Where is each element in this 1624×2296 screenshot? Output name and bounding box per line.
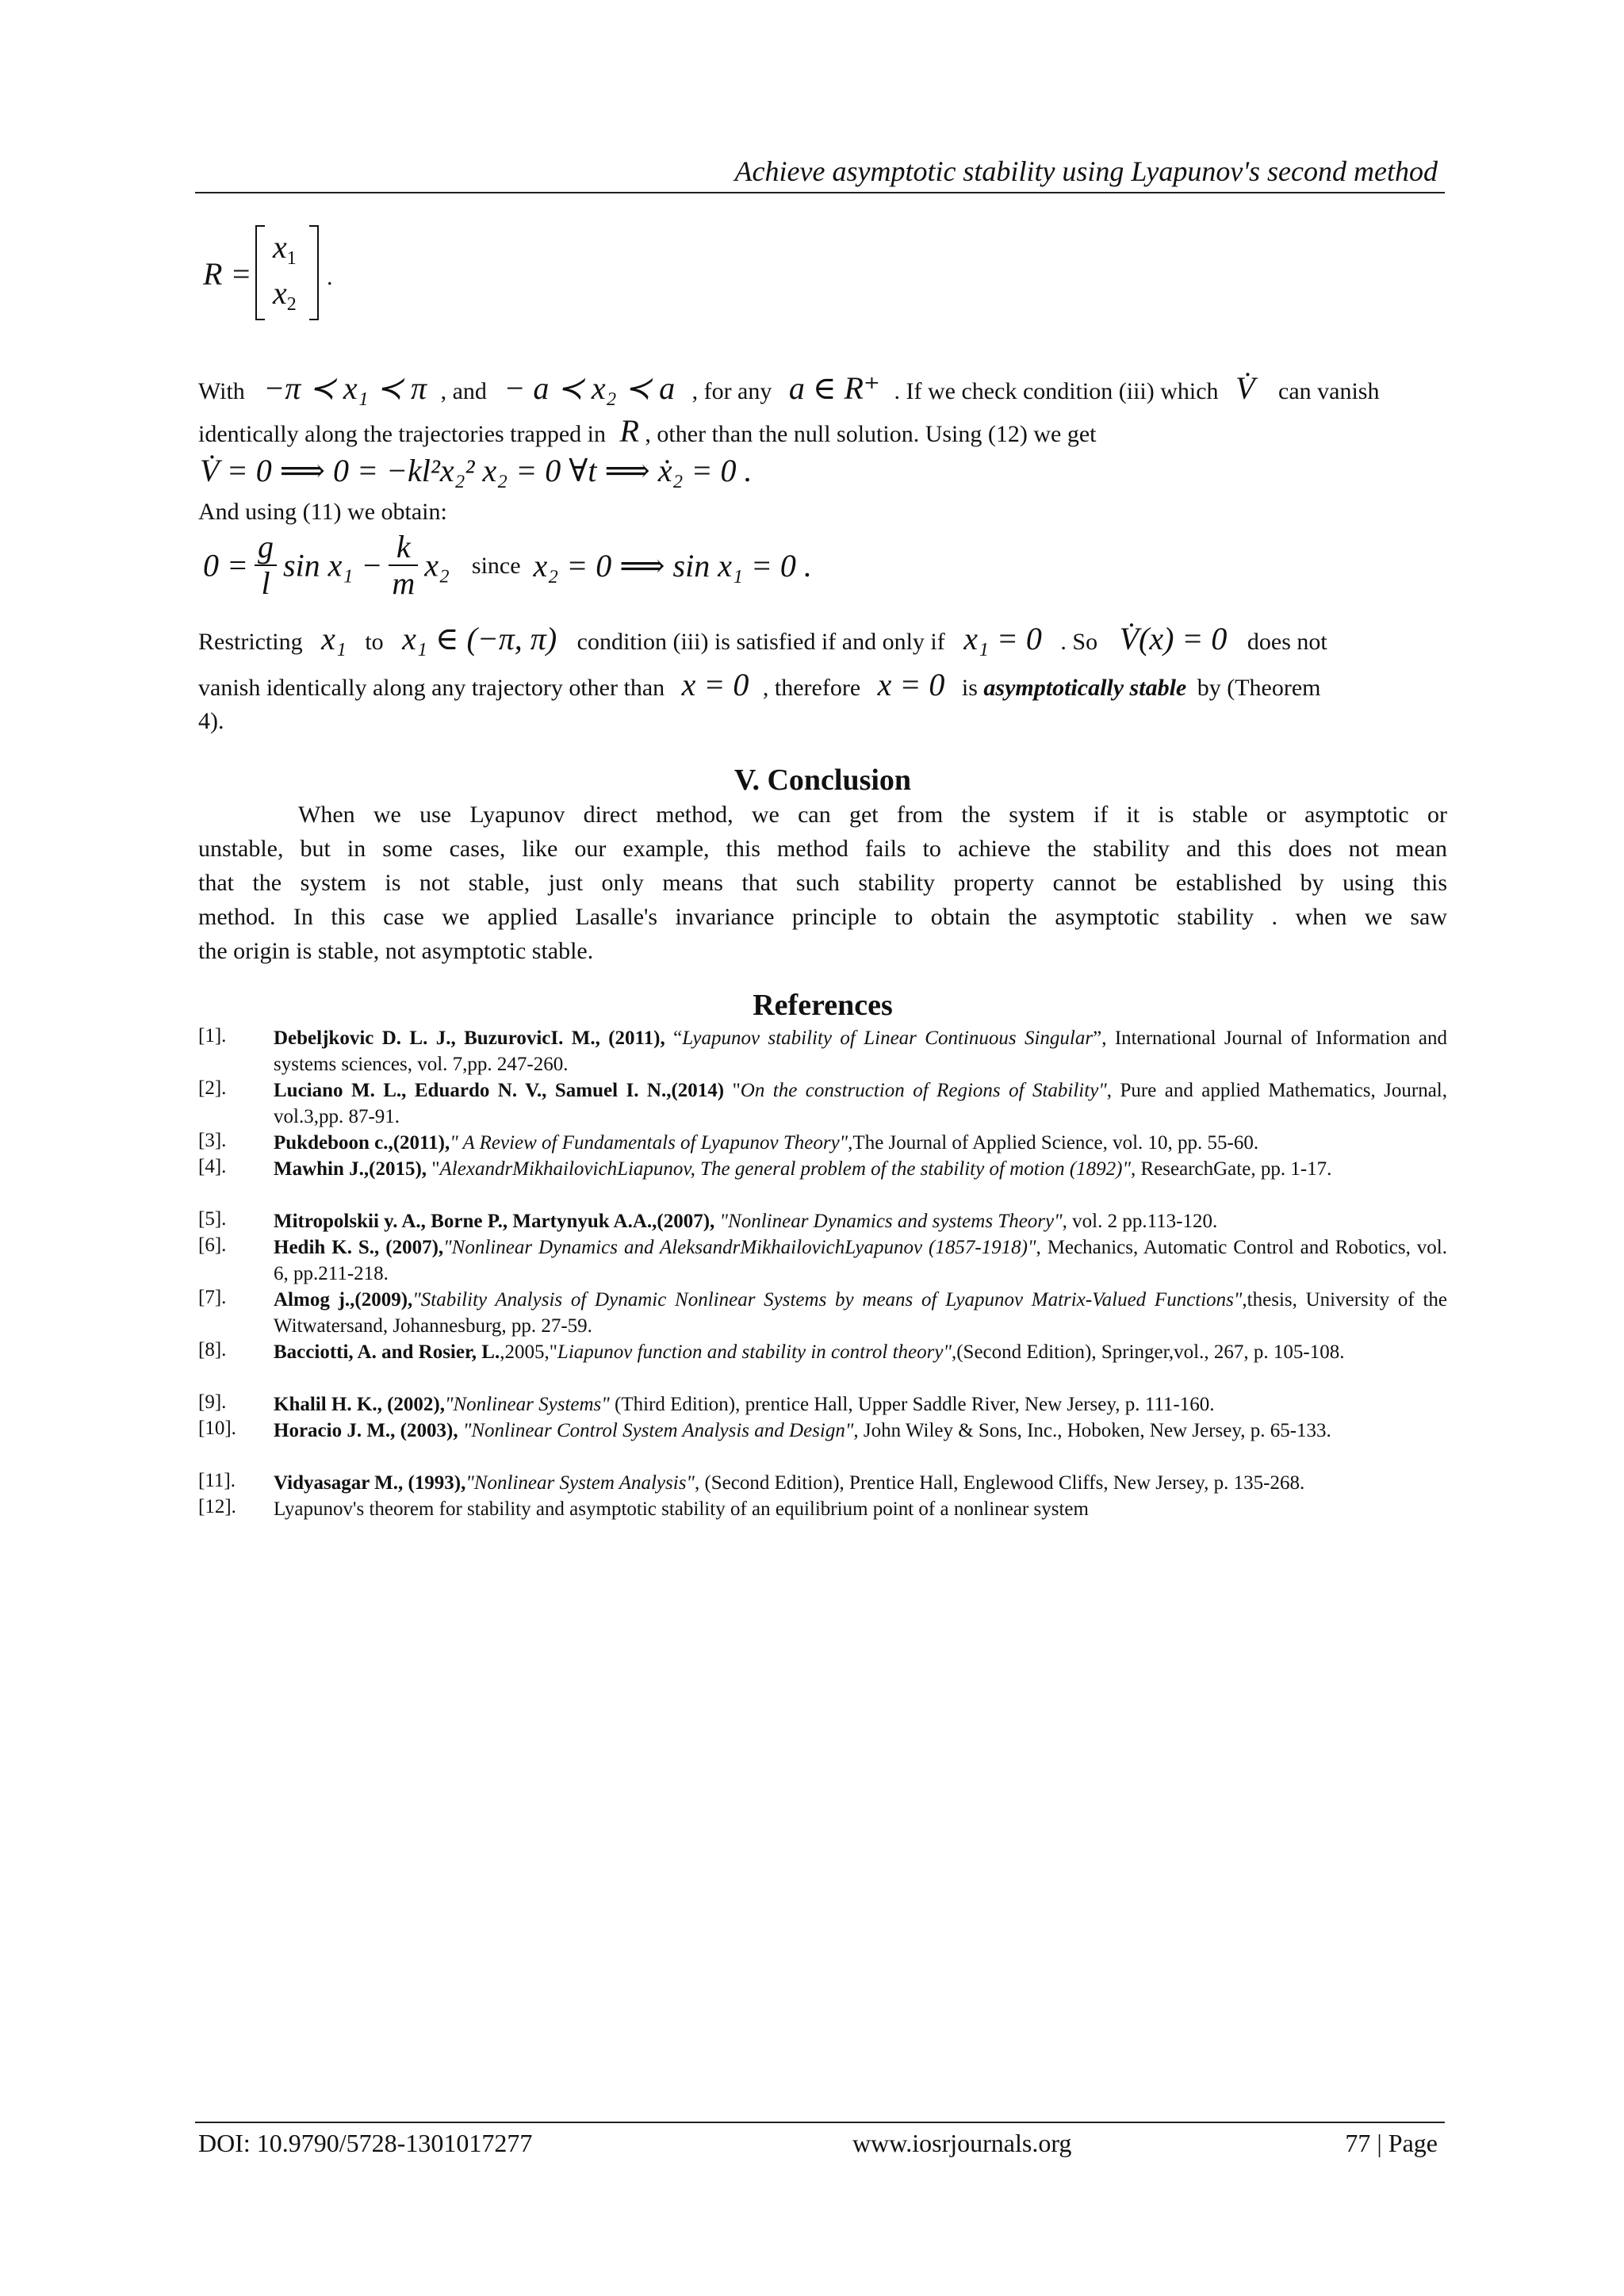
text-therefore: , therefore xyxy=(762,675,861,701)
x1-interval: x₁ ∈ (−π, π) xyxy=(402,621,557,656)
left-bracket xyxy=(255,225,265,320)
x1-zero: x₁ = 0 xyxy=(963,621,1042,656)
ref-text: Lyapunov's theorem for stability and asymptotic stability of an equilibrium point of a nonlinear system xyxy=(274,1498,1089,1520)
text-can-vanish: can vanish xyxy=(1278,378,1380,404)
conclusion-line-1: When we use Lyapunov direct method, we can get from the system if it is stable or asymptotic or xyxy=(298,802,1447,828)
eq11-since: since xyxy=(471,552,521,579)
frac-den-m: m xyxy=(392,565,416,601)
text-is: is xyxy=(961,675,978,701)
ref-text: Almog j.,(2009),"Stability Analysis of Dynamic Nonlinear Systems by means of Lyapunov Matrix-Valued Functions",thesis, University of the Witwatersand, Johannesburg, pp. 27-59. xyxy=(274,1289,1447,1337)
constraint-x1: −π ≺ x₁ ≺ π xyxy=(263,370,427,406)
text-with: With xyxy=(198,378,245,404)
text-using-12: , other than the null solution. Using (12) we get xyxy=(645,421,1097,447)
text-so: . So xyxy=(1060,629,1098,655)
text-using-11: And using (11) we obtain: xyxy=(198,499,447,525)
ref-number: [3]. xyxy=(198,1130,227,1151)
references-heading: References xyxy=(753,989,893,1022)
x-zero-2: x = 0 xyxy=(877,667,945,702)
paragraph-vanish-line xyxy=(198,668,1447,705)
footer-doi: DOI: 10.9790/5728-1301017277 xyxy=(198,2129,533,2157)
reference-item xyxy=(198,1287,1447,1339)
x-zero-1: x = 0 xyxy=(681,667,749,702)
conclusion-line-5: the origin is stable, not asymptotic stable. xyxy=(198,938,594,964)
matrix-r xyxy=(255,225,319,319)
text-condition-iii: condition (iii) is satisfied if and only if xyxy=(576,629,945,655)
matrix-entry-x2: $x_2$ xyxy=(273,275,297,315)
reference-item xyxy=(198,1339,1447,1391)
matrix-entry-x1: $x_1$ xyxy=(273,229,297,269)
text-does-not: does not xyxy=(1247,629,1327,655)
paragraph-trajectories-line xyxy=(198,414,1097,451)
ref-text: Bacciotti, A. and Rosier, L.,2005,"Liapunov function and stability in control theory",(Second Edition), Springer,vol., 267, p. 105-108. xyxy=(274,1341,1345,1363)
footer-website: www.iosrjournals.org xyxy=(852,2129,1072,2157)
references-section xyxy=(198,988,1447,1023)
matrix-period: . xyxy=(327,264,333,290)
ref-text: Hedih K. S., (2007),"Nonlinear Dynamics and AleksandrMikhailovichLyapunov (1857-1918)", Mechanics, Automatic Control and Robotics, vol. 6, pp.211-218. xyxy=(274,1237,1447,1284)
references-list xyxy=(198,1025,1447,1522)
conclusion-line-2: unstable, but in some cases, like our example, this method fails to achieve the stability and this does not mean xyxy=(198,836,1447,862)
reference-item xyxy=(198,1208,1447,1234)
reference-item xyxy=(198,1234,1447,1287)
fraction-g-over-l xyxy=(255,530,277,601)
conclusion-heading: V. Conclusion xyxy=(733,763,912,797)
paragraph-restricting-line xyxy=(198,622,1447,659)
ref-text: Debeljkovic D. L. J., BuzurovicI. M., (2011), “Lyapunov stability of Linear Continuous Singular”, International Journal of Information and systems sciences, vol. 7,pp. 247-260. xyxy=(274,1027,1447,1075)
reference-item xyxy=(198,1156,1447,1208)
text-vanish-identically: vanish identically along any trajectory other than xyxy=(198,675,665,701)
conclusion-line-3: that the system is not stable, just only means that such stability property cannot be established by using this xyxy=(198,870,1447,896)
text-restricting: Restricting xyxy=(198,629,303,655)
reference-item xyxy=(198,1077,1447,1130)
ref-text: Horacio J. M., (2003), "Nonlinear Control System Analysis and Design", John Wiley & Sons, Inc., Hoboken, New Jersey, p. 65-133. xyxy=(274,1420,1331,1441)
right-bracket xyxy=(309,225,319,320)
vdot-symbol: V̇ xyxy=(1235,370,1255,406)
conclusion-body xyxy=(198,798,1447,968)
matrix-r-lhs xyxy=(203,255,251,293)
eq11-sin-term: sin x₁ − xyxy=(283,547,383,584)
x1-symbol: x₁ xyxy=(321,621,347,656)
reference-item xyxy=(198,1496,1447,1522)
paragraph-with-line xyxy=(198,371,1447,408)
footer-rule xyxy=(195,2122,1445,2123)
ref-number: [9]. xyxy=(198,1391,227,1413)
ref-text: Mitropolskii y. A., Borne P., Martynyuk A.A.,(2007), "Nonlinear Dynamics and systems Theory", vol. 2 pp.113-120. xyxy=(274,1211,1218,1232)
ref-number: [8]. xyxy=(198,1339,227,1360)
ref-number: [5]. xyxy=(198,1208,227,1230)
ref-text: Mawhin J.,(2015), "AlexandrMikhailovichLiapunov, The general problem of the stability of motion (1892)", ResearchGate, pp. 1-17. xyxy=(274,1158,1332,1180)
ref-text: Luciano M. L., Eduardo N. V., Samuel I. N.,(2014) "On the construction of Regions of Stability", Pure and applied Mathematics, Journal, vol.3,pp. 87-91. xyxy=(274,1080,1447,1127)
frac-num-k: k xyxy=(389,530,418,566)
eq11-x2: x₂ xyxy=(424,547,450,584)
text-trajectories: identically along the trajectories trapped in xyxy=(198,421,606,447)
ref-number: [6]. xyxy=(198,1234,227,1256)
ref-number: [11]. xyxy=(198,1470,236,1491)
ref-number: [1]. xyxy=(198,1025,227,1047)
equation-11 xyxy=(203,530,812,601)
text-theorem-4: 4). xyxy=(198,708,224,734)
running-title: Achieve asymptotic stability using Lyapunov's second method xyxy=(734,155,1438,187)
ref-text: Vidyasagar M., (1993),"Nonlinear System Analysis", (Second Edition), Prentice Hall, Englewood Cliffs, New Jersey, p. 135-268. xyxy=(274,1472,1305,1494)
header-rule xyxy=(195,192,1445,193)
constraint-x2: − a ≺ x₂ ≺ a xyxy=(504,370,676,406)
text-for-any: , for any xyxy=(691,378,772,404)
vdot-x-zero: V̇(x) = 0 xyxy=(1119,621,1228,656)
ref-number: [10]. xyxy=(198,1418,236,1439)
reference-item xyxy=(198,1418,1447,1470)
text-if-check: . If we check condition (iii) which xyxy=(894,378,1219,404)
footer-page-number: 77 | Page xyxy=(1345,2129,1438,2157)
ref-number: [12]. xyxy=(198,1496,236,1517)
ref-text: Pukdeboon c.,(2011)," A Review of Fundamentals of Lyapunov Theory",The Journal of Applied Science, vol. 10, pp. 55-60. xyxy=(274,1132,1259,1154)
text-by-theorem: by (Theorem xyxy=(1197,675,1321,701)
text-asymptotically-stable: asymptotically stable xyxy=(983,675,1187,701)
ref-text: Khalil H. K., (2002),"Nonlinear Systems" (Third Edition), prentice Hall, Upper Saddle River, New Jersey, p. 111-160. xyxy=(274,1394,1215,1415)
reference-item xyxy=(198,1130,1447,1156)
r-def-lhs: R = xyxy=(203,256,252,292)
reference-item xyxy=(198,1025,1447,1077)
ref-number: [2]. xyxy=(198,1077,227,1099)
reference-item xyxy=(198,1470,1447,1496)
ref-number: [4]. xyxy=(198,1156,227,1177)
vdot-equation: V̇ = 0 ⟹ 0 = −kl²x₂² x₂ = 0 ∀t ⟹ ẋ₂ = 0 . xyxy=(200,453,753,488)
frac-den-l: l xyxy=(261,565,270,601)
reference-item xyxy=(198,1391,1447,1418)
text-and: , and xyxy=(440,378,487,404)
eq11-lhs: 0 = xyxy=(203,547,248,584)
eq11-rhs: x₂ = 0 ⟹ sin x₁ = 0 . xyxy=(533,547,812,584)
conclusion-section xyxy=(198,763,1447,798)
conclusion-line-4: method. In this case we applied Lasalle's invariance principle to obtain the asymptotic stability . when we saw xyxy=(198,904,1447,930)
r-symbol: R xyxy=(619,413,639,449)
a-in-r: a ∈ R⁺ xyxy=(788,370,881,406)
ref-number: [7]. xyxy=(198,1287,227,1308)
text-to: to xyxy=(365,629,384,655)
fraction-k-over-m xyxy=(389,530,418,601)
frac-num-g: g xyxy=(255,530,277,566)
